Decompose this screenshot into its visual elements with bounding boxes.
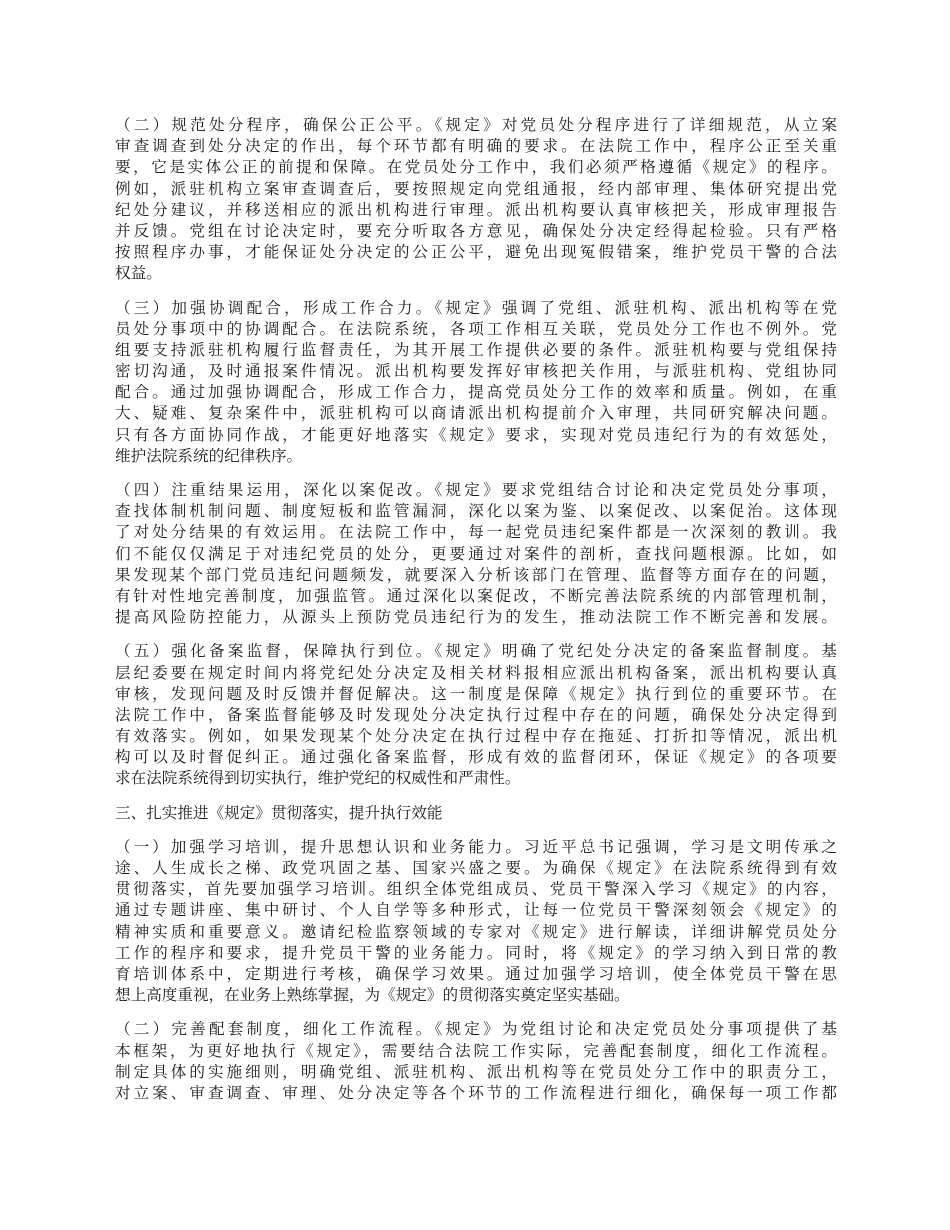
text-line: 求在法院系统得到切实执行，维护党纪的权威性和严肃性。 — [115, 769, 521, 788]
text-line: 权益。 — [115, 264, 162, 283]
text-line: 按照程序办事，才能保证处分决定的公正公平，避免出现冤假错案，维护党员干警的合法 — [115, 243, 837, 262]
text-line: 审核，发现问题及时反馈并督促解决。这一制度是保障《规定》执行到位的重要环节。在 — [115, 684, 837, 703]
text-line: 维护法院系统的纪律秩序。 — [115, 446, 303, 465]
document-page — [115, 115, 837, 1117]
text-line: 通过专题讲座、集中研讨、个人自学等多种形式，让每一位党员干警深刻领会《规定》的 — [115, 901, 837, 920]
text-line: 员处分事项中的协调配合。在法院系统，各项工作相互关联，党员处分工作也不例外。党 — [115, 319, 837, 338]
text-line: （二）规范处分程序，确保公正公平。《规定》对党员处分程序进行了详细规范，从立案 — [115, 116, 837, 134]
text-line: 想上高度重视，在业务上熟练掌握，为《规定》的贯彻落实奠定坚实基础。 — [115, 986, 630, 1005]
text-line: 工作的程序和要求，提升党员干警的业务能力。同时，将《规定》的学习纳入到日常的教 — [115, 943, 837, 962]
text-line: 制定具体的实施细则，明确党组、派驻机构、派出机构等在党员处分工作中的职责分工， — [115, 1062, 837, 1081]
text-line: （一）加强学习培训，提升思想认识和业务能力。习近平总书记强调，学习是文明传承之 — [115, 837, 837, 856]
paragraph-results — [115, 480, 837, 628]
text-line: （三）加强协调配合，形成工作合力。《规定》强调了党组、派驻机构、派出机构等在党 — [115, 298, 837, 317]
text-line: 构可以及时督促纠正。通过强化备案监督，形成有效的监督闭环，保证《规定》的各项要 — [115, 748, 837, 767]
text-line: 并反馈。党组在讨论决定时，要充分听取各方意见，确保处分决定经得起检验。只有严格 — [115, 221, 837, 240]
text-line: 育培训体系中，定期进行考核，确保学习效果。通过加强学习培训，使全体党员干警在思 — [115, 964, 837, 983]
text-line: 本框架，为更好地执行《规定》，需要结合法院工作实际，完善配套制度，细化工作流程。 — [115, 1041, 837, 1060]
text-line: 对立案、审查调查、审理、处分决定等各个环节的工作流程进行细化，确保每一项工作都 — [115, 1083, 837, 1102]
text-line: 有针对性地完善制度，加强监管。通过深化以案促改，不断完善法院系统的内部管理机制， — [115, 586, 837, 605]
paragraph-study — [115, 837, 837, 1007]
text-line: 要，它是实体公正的前提和保障。在党员处分工作中，我们必须严格遵循《规定》的程序。 — [115, 158, 837, 177]
text-line: 途、人生成长之梯、政党巩固之基、国家兴盛之要。为确保《规定》在法院系统得到有效 — [115, 859, 837, 877]
text-line: 纪处分建议，并移送相应的派出机构进行审理。派出机构要认真审核把关，形成审理报告 — [115, 200, 837, 219]
text-line: 密切沟通，及时通报案件情况。派出机构要发挥好审核把关作用，与派驻机构、党组协同 — [115, 362, 837, 381]
text-line: 果发现某个部门党员违纪问题频发，就要深入分析该部门在管理、监督等方面存在的问题， — [115, 565, 837, 584]
text-line: 只有各方面协同作战，才能更好地落实《规定》要求，实现对党员违纪行为的有效惩处， — [115, 425, 837, 444]
text-line: 组要支持派驻机构履行监督责任，为其开展工作提供必要的条件。派驻机构要与党组保持 — [115, 340, 837, 359]
text-line: 层纪委要在规定时间内将党纪处分决定及相关材料报相应派出机构备案，派出机构要认真 — [115, 663, 837, 682]
text-line: 法院工作中，备案监督能够及时发现处分决定执行过程中存在的问题，确保处分决定得到 — [115, 705, 837, 724]
text-line: 有效落实。例如，如果发现某个处分决定在执行过程中存在拖延、打折扣等情况，派出机 — [115, 727, 837, 746]
text-line: 精神实质和重要意义。邀请纪检监察领域的专家对《规定》进行解读，详细讲解党员处分 — [115, 922, 837, 941]
text-line: 审查调查到处分决定的作出，每个环节都有明确的要求。在法院工作中，程序公正至关重 — [115, 137, 837, 156]
text-line: 大、疑难、复杂案件中，派驻机构可以商请派出机构提前介入审理，共同研究解决问题。 — [115, 404, 837, 423]
section-heading-three — [115, 803, 837, 824]
paragraph-filing — [115, 641, 837, 789]
paragraph-procedure — [115, 115, 837, 285]
text-line: （四）注重结果运用，深化以案促改。《规定》要求党组结合讨论和决定党员处分事项， — [115, 481, 837, 499]
text-line: 贯彻落实，首先要加强学习培训。组织全体党组成员、党员干警深入学习《规定》的内容， — [115, 880, 837, 899]
text-line: 例如，派驻机构立案审查调查后，要按照规定向党组通报，经内部审理、集体研究提出党 — [115, 179, 837, 198]
text-line: 配合。通过加强协调配合，形成工作合力，提高党员处分工作的效率和质量。例如，在重 — [115, 383, 837, 402]
text-line: （五）强化备案监督，保障执行到位。《规定》明确了党纪处分决定的备案监督制度。基 — [115, 642, 837, 661]
paragraph-coordination — [115, 298, 837, 468]
text-line: （二）完善配套制度，细化工作流程。《规定》为党组讨论和决定党员处分事项提供了基 — [115, 1020, 837, 1039]
text-line: 了对处分结果的有效运用。在法院工作中，每一起党员违纪案件都是一次深刻的教训。我 — [115, 523, 837, 542]
text-line: 们不能仅仅满足于对违纪党员的处分，更要通过对案件的剖析，查找问题根源。比如，如 — [115, 544, 837, 563]
text-line: 提高风险防控能力，从源头上预防党员违纪行为的发生，推动法院工作不断完善和发展。 — [115, 608, 837, 627]
text-line: 三、扎实推进《规定》贯彻落实，提升执行效能 — [115, 803, 443, 822]
text-line: 查找体制机制问题、制度短板和监管漏洞，深化以案为鉴、以案促改、以案促治。这体现 — [115, 502, 837, 521]
paragraph-rules — [115, 1019, 837, 1104]
